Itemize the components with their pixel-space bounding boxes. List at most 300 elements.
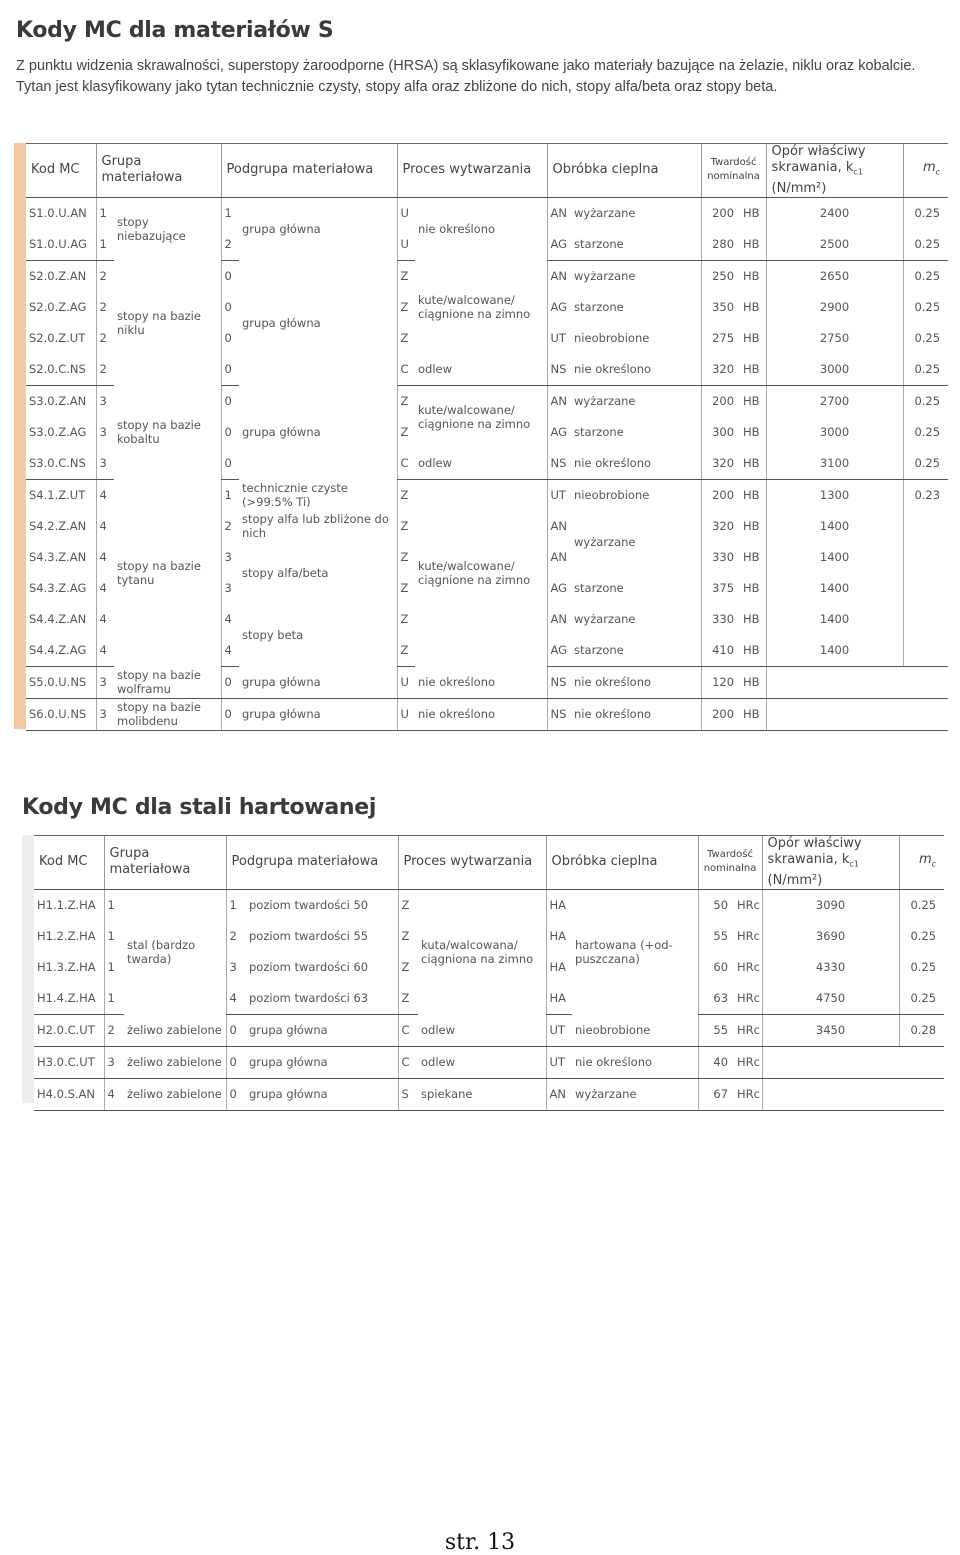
table-cell: 1: [96, 229, 114, 261]
table-cell: HRc: [734, 1078, 762, 1110]
table-cell: 2700: [766, 385, 903, 417]
table-cell: S3.0.Z.AN: [29, 394, 87, 409]
table-cell: 300: [701, 417, 740, 448]
table-cell: AN: [547, 511, 571, 542]
table-cell: [903, 666, 948, 698]
table-cell: 3: [221, 573, 239, 604]
table-cell: HB: [743, 300, 760, 315]
table-cell: wyżarzane: [574, 269, 636, 284]
table-cell: Z: [397, 479, 415, 511]
table-cell: kute/walcowane/ ciągnione na zimno: [418, 402, 531, 431]
table-cell: kute/walcowane/ ciągnione na zimno: [418, 558, 531, 587]
table-cell: HB: [743, 331, 760, 346]
table-cell: stopy niebazujące: [117, 214, 186, 243]
table-cell: HA: [546, 889, 572, 921]
table-cell: [903, 698, 948, 730]
table-cell: 3: [96, 385, 114, 417]
table-cell: Z: [397, 292, 415, 323]
table-cell: AN: [547, 604, 571, 635]
table-cell: 2: [96, 292, 114, 323]
table-cell: 0: [221, 354, 239, 386]
table-cell: wyżarzane: [574, 394, 636, 409]
table-cell: S2.0.Z.UT: [29, 331, 86, 346]
table-cell: HB: [740, 448, 766, 480]
accent-bar: [22, 835, 34, 1103]
table-cell: 320: [701, 448, 740, 480]
table-cell: nie określono: [415, 698, 547, 730]
table-cell: HA: [546, 983, 572, 1015]
table-cell: 120: [701, 666, 740, 698]
table-cell: 330: [701, 542, 740, 573]
table-cell: 3690: [762, 921, 899, 952]
table-row: [34, 1014, 944, 1046]
table-cell: HB: [740, 698, 766, 730]
table-cell: S2.0.C.NS: [26, 354, 96, 386]
table-cell: 1: [221, 479, 239, 511]
table-cell: poziom twardości 63: [246, 983, 398, 1015]
table-cell: 1: [226, 889, 246, 921]
table-cell: żeliwo zabielone: [124, 1014, 226, 1046]
table-cell: 60: [698, 952, 734, 983]
header-twardosc: Twardość nominalna: [698, 836, 762, 890]
table-cell: starzone: [574, 581, 624, 596]
table-cell: 0.25: [899, 983, 944, 1015]
table-cell: 3090: [762, 889, 899, 921]
table-cell: [903, 573, 948, 604]
table-cell: 1400: [766, 604, 903, 635]
table-cell: 0.25: [899, 889, 944, 921]
s-materials-table: [26, 143, 948, 731]
table-cell: 3: [104, 1046, 124, 1078]
header-opor: Opór właściwy skrawania, $k_{c1}$ (N/mm²): [762, 836, 899, 890]
table-cell: NS: [547, 666, 571, 698]
table-cell: odlew: [418, 1046, 546, 1078]
table-cell: 4: [96, 635, 114, 667]
table-cell: Z: [397, 323, 415, 354]
table-cell: S4.1.Z.UT: [29, 488, 86, 503]
table-cell: 4: [226, 983, 246, 1015]
table-cell: U: [397, 229, 415, 261]
table-cell: 3: [96, 698, 114, 730]
table-cell: UT: [546, 1046, 572, 1078]
table-cell: 1400: [766, 635, 903, 667]
table-cell: 0: [221, 385, 239, 417]
table-cell: 1400: [766, 542, 903, 573]
accent-bar: [14, 143, 26, 729]
table-cell: S4.3.Z.AG: [29, 581, 87, 596]
table-cell: Z: [397, 260, 415, 292]
table-cell: żeliwo zabielone: [124, 1078, 226, 1110]
table-cell: 0.25: [903, 385, 948, 417]
table-cell: 330: [701, 604, 740, 635]
table-cell: stopy na bazie niklu: [117, 308, 201, 337]
table-cell: S3.0.C.NS: [26, 448, 96, 480]
table-cell: [903, 511, 948, 542]
table-cell: 0.25: [903, 197, 948, 229]
table-cell: UT: [547, 479, 571, 511]
table-cell: H1.1.Z.HA: [37, 898, 96, 913]
table-cell: S2.0.Z.AG: [29, 300, 87, 315]
table-cell: S1.0.U.AN: [29, 206, 87, 221]
table-cell: nie określono: [571, 698, 701, 730]
table-cell: nie określono: [572, 1046, 698, 1078]
table-cell: 3: [96, 417, 114, 448]
header-obrobka: Obróbka cieplna: [546, 836, 698, 890]
table-cell: 280: [701, 229, 740, 261]
table-cell: AG: [547, 417, 571, 448]
table-cell: UT: [547, 323, 571, 354]
table-cell: S3.0.Z.AG: [29, 425, 87, 440]
table-cell: nieobrobione: [574, 331, 650, 346]
table-cell: 2: [221, 229, 239, 261]
table-cell: [762, 1078, 899, 1110]
table-cell: 0.25: [903, 292, 948, 323]
table-cell: U: [397, 698, 415, 730]
table-cell: 4: [104, 1078, 124, 1110]
table-cell: wyżarzane: [572, 1078, 698, 1110]
table-cell: poziom twardości 50: [249, 898, 369, 913]
table-cell: grupa główna: [246, 1046, 398, 1078]
table-cell: nieobrobione: [574, 488, 650, 503]
table-cell: S4.4.Z.AG: [26, 635, 96, 667]
table-cell: HB: [743, 612, 760, 627]
table-cell: stopy na bazie kobaltu: [117, 418, 201, 447]
table-cell: 0: [221, 666, 239, 698]
table-cell: 4: [96, 573, 114, 604]
table-cell: HRc: [737, 960, 760, 975]
table-row: [26, 260, 948, 292]
table-cell: HRc: [734, 1046, 762, 1078]
table-cell: 2: [226, 921, 246, 952]
table-cell: 55: [698, 921, 734, 952]
table-cell: HRc: [734, 983, 762, 1015]
table-cell: UT: [546, 1014, 572, 1046]
table-cell: 4: [96, 479, 114, 511]
table-cell: Z: [398, 983, 418, 1015]
table-cell: S: [398, 1078, 418, 1110]
table-cell: 0.25: [899, 921, 944, 952]
table-cell: 0: [221, 417, 239, 448]
table-cell: 250: [701, 260, 740, 292]
table-cell: nie określono: [418, 221, 496, 236]
header-twardosc: Twardość nominalna: [701, 144, 766, 198]
table-cell: H4.0.S.AN: [34, 1078, 104, 1110]
table-cell: HB: [743, 425, 760, 440]
table-cell: 2900: [766, 292, 903, 323]
table-cell: 0: [226, 1014, 246, 1046]
table-cell: C: [398, 1014, 418, 1046]
table-cell: starzone: [571, 635, 701, 667]
table-cell: 4: [96, 604, 114, 635]
table-cell: wyżarzane: [574, 206, 636, 221]
table-row: [34, 889, 944, 921]
table-cell: nieobrobione: [572, 1014, 698, 1046]
table-cell: stopy na bazie tytanu: [117, 558, 201, 587]
table-cell: NS: [547, 354, 571, 386]
table-cell: 4: [96, 511, 114, 542]
table-cell: kuta/walcowana/ ciągniona na zimno: [421, 937, 534, 966]
table-cell: stopy alfa lub zbliżone do nich: [242, 512, 389, 541]
table-cell: 3000: [766, 354, 903, 386]
table-cell: [762, 1046, 899, 1078]
table-cell: AN: [547, 260, 571, 292]
table-cell: Z: [397, 511, 415, 542]
table-cell: C: [397, 354, 415, 386]
table-cell: 4: [96, 542, 114, 573]
header-kod: Kod MC: [26, 144, 96, 198]
table-cell: 375: [701, 573, 740, 604]
table-cell: odlew: [418, 1014, 546, 1046]
table-cell: 0.25: [903, 323, 948, 354]
table-cell: grupa główna: [242, 221, 321, 236]
table-cell: starzone: [574, 425, 624, 440]
table-cell: 1400: [766, 573, 903, 604]
header-kod: Kod MC: [34, 836, 104, 890]
table-cell: H1.2.Z.HA: [37, 929, 96, 944]
table-cell: grupa główna: [246, 1014, 398, 1046]
table-cell: Z: [398, 921, 418, 952]
table-cell: S6.0.U.NS: [26, 698, 96, 730]
table-cell: nie określono: [415, 666, 547, 698]
table-cell: AG: [547, 229, 571, 261]
table-cell: 2650: [766, 260, 903, 292]
table-cell: C: [398, 1046, 418, 1078]
table-cell: wyżarzane: [574, 534, 636, 549]
table-cell: 200: [701, 698, 740, 730]
table-cell: HB: [743, 519, 760, 534]
table-cell: 0.25: [899, 952, 944, 983]
table-cell: grupa główna: [239, 698, 397, 730]
header-proces: Proces wytwarzania: [398, 836, 546, 890]
header-podgrupa: Podgrupa materiałowa: [226, 836, 398, 890]
table-cell: technicznie czyste (>99.5% Ti): [242, 480, 348, 509]
section1-title: Kody MC dla materiałów S: [16, 18, 334, 43]
table-cell: 2: [96, 260, 114, 292]
table-cell: HB: [740, 666, 766, 698]
table-cell: AN: [547, 197, 571, 229]
table-cell: 2: [96, 323, 114, 354]
table-cell: HB: [740, 635, 766, 667]
table-cell: poziom twardości 55: [249, 929, 369, 944]
table-cell: stal (bardzo twarda): [127, 937, 196, 966]
table-cell: 350: [701, 292, 740, 323]
table-cell: 275: [701, 323, 740, 354]
table-cell: 3: [96, 448, 114, 480]
table-cell: HRc: [737, 929, 760, 944]
table-cell: HB: [743, 581, 760, 596]
table-cell: S4.4.Z.AN: [29, 612, 87, 627]
table-cell: 67: [698, 1078, 734, 1110]
table-row: [26, 698, 948, 730]
header-mc: $m_c$: [903, 144, 948, 198]
page-number: str. 13: [444, 1530, 516, 1555]
table-cell: 1: [104, 952, 124, 983]
table-cell: AG: [547, 292, 571, 323]
table-row: [34, 1046, 944, 1078]
table-cell: HB: [743, 488, 760, 503]
table-cell: nie określono: [571, 666, 701, 698]
table-cell: 0: [221, 292, 239, 323]
table-cell: 0: [221, 448, 239, 480]
table-cell: AG: [547, 635, 571, 667]
table-cell: 2: [104, 1014, 124, 1046]
table-cell: U: [397, 666, 415, 698]
table-cell: Z: [397, 604, 415, 635]
table-cell: 200: [701, 385, 740, 417]
table-cell: stopy beta: [242, 627, 304, 642]
header-proces: Proces wytwarzania: [397, 144, 547, 198]
table-cell: H3.0.C.UT: [34, 1046, 104, 1078]
table-cell: 2400: [766, 197, 903, 229]
table-cell: NS: [547, 698, 571, 730]
table-cell: AN: [547, 542, 571, 573]
table-row: [26, 197, 948, 229]
section1-intro: Z punktu widzenia skrawalności, superstopy żaroodporne (HRSA) są sklasyfikowane jako materiały bazujące na żelazie, niklu oraz kobalcie. Tytan jest klasyfikowany jako tytan technicznie czysty, stopy alfa oraz zbliżone do nich, stopy alfa/beta oraz stopy beta.: [16, 58, 916, 95]
table-cell: 3000: [766, 417, 903, 448]
table-row: [34, 1078, 944, 1110]
table-cell: 0.23: [903, 479, 948, 511]
table-cell: [903, 604, 948, 635]
table-cell: Z: [397, 417, 415, 448]
table-cell: AG: [547, 573, 571, 604]
table-cell: 40: [698, 1046, 734, 1078]
table-cell: żeliwo zabielone: [124, 1046, 226, 1078]
table-cell: 4: [221, 604, 239, 635]
table-header: [34, 836, 944, 890]
table-cell: 320: [701, 354, 740, 386]
table-cell: 2500: [766, 229, 903, 261]
table-row: [26, 385, 948, 417]
table-cell: 4750: [762, 983, 899, 1015]
table-cell: 0.28: [899, 1014, 944, 1046]
table-cell: grupa główna: [242, 315, 321, 330]
table-cell: AN: [547, 385, 571, 417]
table-cell: 0: [221, 698, 239, 730]
table-cell: grupa główna: [239, 666, 397, 698]
table-cell: [766, 698, 903, 730]
table-cell: 2: [96, 354, 114, 386]
table-row: [26, 479, 948, 511]
table-cell: 1: [104, 983, 124, 1015]
header-podgrupa: Podgrupa materiałowa: [221, 144, 397, 198]
table-cell: wyżarzane: [574, 612, 636, 627]
table-cell: HB: [743, 550, 760, 565]
table-cell: 50: [698, 889, 734, 921]
table-cell: Z: [397, 573, 415, 604]
header-opor: Opór właściwy skrawania, $k_{c1}$ (N/mm²): [766, 144, 903, 198]
table-cell: [899, 1078, 944, 1110]
table-cell: AN: [546, 1078, 572, 1110]
table-cell: Z: [397, 385, 415, 417]
section2-title: Kody MC dla stali hartowanej: [22, 795, 377, 820]
table-cell: 0.25: [903, 417, 948, 448]
table-cell: 1300: [766, 479, 903, 511]
table-cell: stopy alfa/beta: [242, 565, 329, 580]
table-cell: 2750: [766, 323, 903, 354]
table-cell: 0.25: [903, 260, 948, 292]
table-cell: HB: [743, 206, 760, 221]
table-cell: grupa główna: [246, 1078, 398, 1110]
table-cell: 200: [701, 197, 740, 229]
table-cell: 0: [226, 1046, 246, 1078]
table-cell: 1400: [766, 511, 903, 542]
table-cell: kute/walcowane/ ciągnione na zimno: [418, 292, 531, 321]
table-cell: 410: [701, 635, 740, 667]
table-cell: HRc: [734, 1014, 762, 1046]
table-cell: 200: [701, 479, 740, 511]
table-cell: 4: [221, 635, 239, 667]
header-grupa: Grupa materiałowa: [96, 144, 221, 198]
table-cell: stopy na bazie molibdenu: [114, 698, 221, 730]
table-cell: 3100: [766, 448, 903, 480]
table-cell: 0: [221, 260, 239, 292]
table-cell: 320: [701, 511, 740, 542]
table-cell: S1.0.U.AG: [26, 229, 96, 261]
table-cell: HB: [743, 269, 760, 284]
table-cell: Z: [398, 952, 418, 983]
table-cell: HA: [546, 952, 572, 983]
table-cell: S5.0.U.NS: [26, 666, 96, 698]
table-cell: HA: [546, 921, 572, 952]
table-cell: 1: [104, 921, 124, 952]
table-cell: 0: [221, 323, 239, 354]
table-cell: stopy na bazie wolframu: [114, 666, 221, 698]
table-cell: S2.0.Z.AN: [29, 269, 87, 284]
table-cell: 3450: [762, 1014, 899, 1046]
table-cell: 4330: [762, 952, 899, 983]
table-cell: odlew: [415, 448, 547, 480]
table-cell: S4.2.Z.AN: [29, 519, 87, 534]
table-cell: 0.25: [903, 354, 948, 386]
table-cell: HB: [743, 394, 760, 409]
table-cell: 0.25: [903, 448, 948, 480]
table-cell: odlew: [415, 354, 547, 386]
table-cell: Z: [397, 542, 415, 573]
table-cell: nie określono: [571, 354, 701, 386]
table-cell: poziom twardości 60: [249, 960, 369, 975]
table-cell: C: [397, 448, 415, 480]
table-cell: [903, 542, 948, 573]
table-cell: H1.3.Z.HA: [37, 960, 96, 975]
table-cell: [766, 666, 903, 698]
table-cell: hartowana (+od- puszczana): [575, 937, 673, 966]
table-cell: 55: [698, 1014, 734, 1046]
hardened-steel-table: [34, 835, 944, 1111]
table-row: [26, 666, 948, 698]
table-cell: 1: [104, 889, 124, 921]
table-cell: 1: [96, 197, 114, 229]
table-cell: 2: [221, 511, 239, 542]
table-cell: 0: [226, 1078, 246, 1110]
table-cell: 1: [221, 197, 239, 229]
table-cell: 3: [226, 952, 246, 983]
table-cell: starzone: [574, 300, 624, 315]
table-cell: 3: [221, 542, 239, 573]
table-cell: [899, 1046, 944, 1078]
table-header: [26, 144, 948, 198]
table-cell: HRc: [737, 898, 760, 913]
table-cell: H1.4.Z.HA: [34, 983, 104, 1015]
header-mc: $m_c$: [899, 836, 944, 890]
table-cell: Z: [397, 635, 415, 667]
table-cell: 63: [698, 983, 734, 1015]
table-cell: HB: [740, 354, 766, 386]
table-cell: Z: [398, 889, 418, 921]
header-grupa: Grupa materiałowa: [104, 836, 226, 890]
table-cell: S4.3.Z.AN: [29, 550, 87, 565]
table-cell: U: [397, 197, 415, 229]
table-cell: H2.0.C.UT: [34, 1014, 104, 1046]
